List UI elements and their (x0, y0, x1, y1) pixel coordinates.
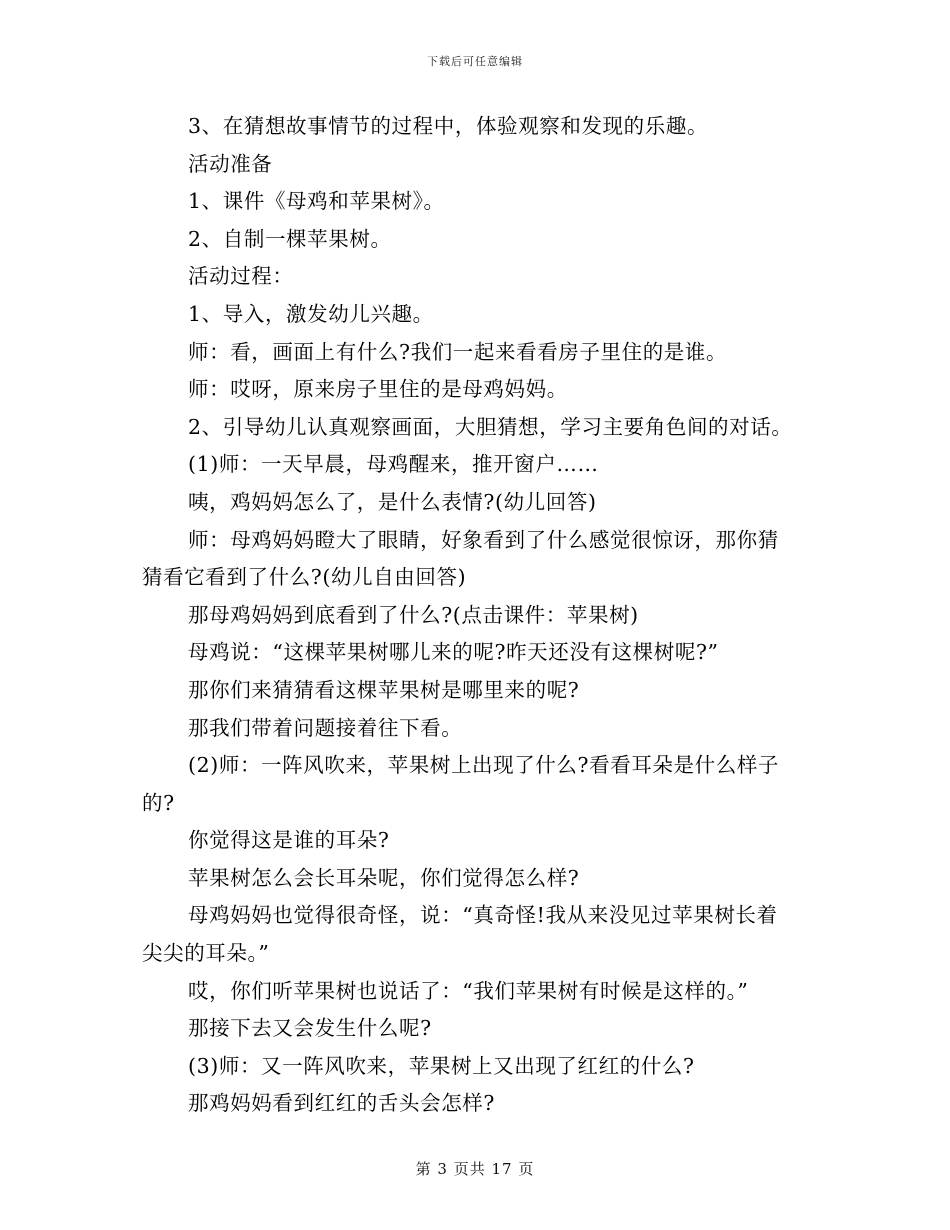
paragraph-line: 3、在猜想故事情节的过程中，体验观察和发现的乐趣。 (188, 114, 709, 138)
section-heading: 活动过程： (188, 264, 294, 289)
paragraph-line: 那你们来猜猜看这棵苹果树是哪里来的呢? (188, 677, 580, 702)
paragraph-line: 苹果树怎么会长耳朵呢，你们觉得怎么样? (188, 865, 580, 890)
paragraph-continuation: 猜看它看到了什么?(幼儿自由回答) (142, 565, 467, 590)
paragraph-line: 师：哎呀，原来房子里住的是母鸡妈妈。 (188, 377, 568, 402)
paragraph-line: 咦，鸡妈妈怎么了，是什么表情?(幼儿回答) (188, 489, 597, 514)
paragraph-line: (2)师：一阵风吹来，苹果树上出现了什么?看看耳朵是什么样子 (188, 753, 780, 778)
paragraph-continuation: 尖尖的耳朵。” (142, 941, 270, 966)
paragraph-line: 师：母鸡妈妈瞪大了眼睛，好象看到了什么感觉很惊讶，那你猜 (188, 527, 779, 552)
paragraph-line: 师：看，画面上有什么?我们一起来看看房子里住的是谁。 (188, 339, 728, 364)
paragraph-line: (1)师：一天早晨，母鸡醒来，推开窗户…… (188, 452, 599, 477)
paragraph-continuation: 的? (142, 790, 175, 815)
paragraph-line: 哎，你们听苹果树也说话了：“我们苹果树有时候是这样的。” (188, 978, 749, 1003)
paragraph-line: 那我们带着问题接着往下看。 (188, 715, 463, 740)
paragraph-line: 那接下去又会发生什么呢? (188, 1016, 432, 1041)
paragraph-line: 1、课件《母鸡和苹果树》。 (188, 189, 445, 214)
page-footer: 第 3 页共 17 页 (415, 1160, 535, 1178)
paragraph-line: 你觉得这是谁的耳朵? (188, 828, 390, 853)
section-heading: 活动准备 (188, 151, 273, 176)
paragraph-line: 母鸡妈妈也觉得很奇怪，说：“真奇怪!我从来没见过苹果树长着 (188, 903, 778, 928)
document-body (142, 108, 810, 1123)
paragraph-line: 母鸡说：“这棵苹果树哪儿来的呢?昨天还没有这棵树呢?” (188, 640, 719, 665)
paragraph-line: 2、自制一棵苹果树。 (188, 226, 392, 251)
paragraph-line: 那母鸡妈妈到底看到了什么?(点击课件：苹果树) (188, 602, 639, 627)
paragraph-line: 2、引导幼儿认真观察画面，大胆猜想，学习主要角色间的对话。 (188, 414, 793, 439)
paragraph-line: 1、导入，激发幼儿兴趣。 (188, 301, 434, 326)
page-header: 下载后可任意编辑 (427, 55, 523, 68)
paragraph-line: (3)师：又一阵风吹来，苹果树上又出现了红红的什么? (188, 1053, 695, 1078)
paragraph-line: 那鸡妈妈看到红红的舌头会怎样? (188, 1091, 495, 1116)
